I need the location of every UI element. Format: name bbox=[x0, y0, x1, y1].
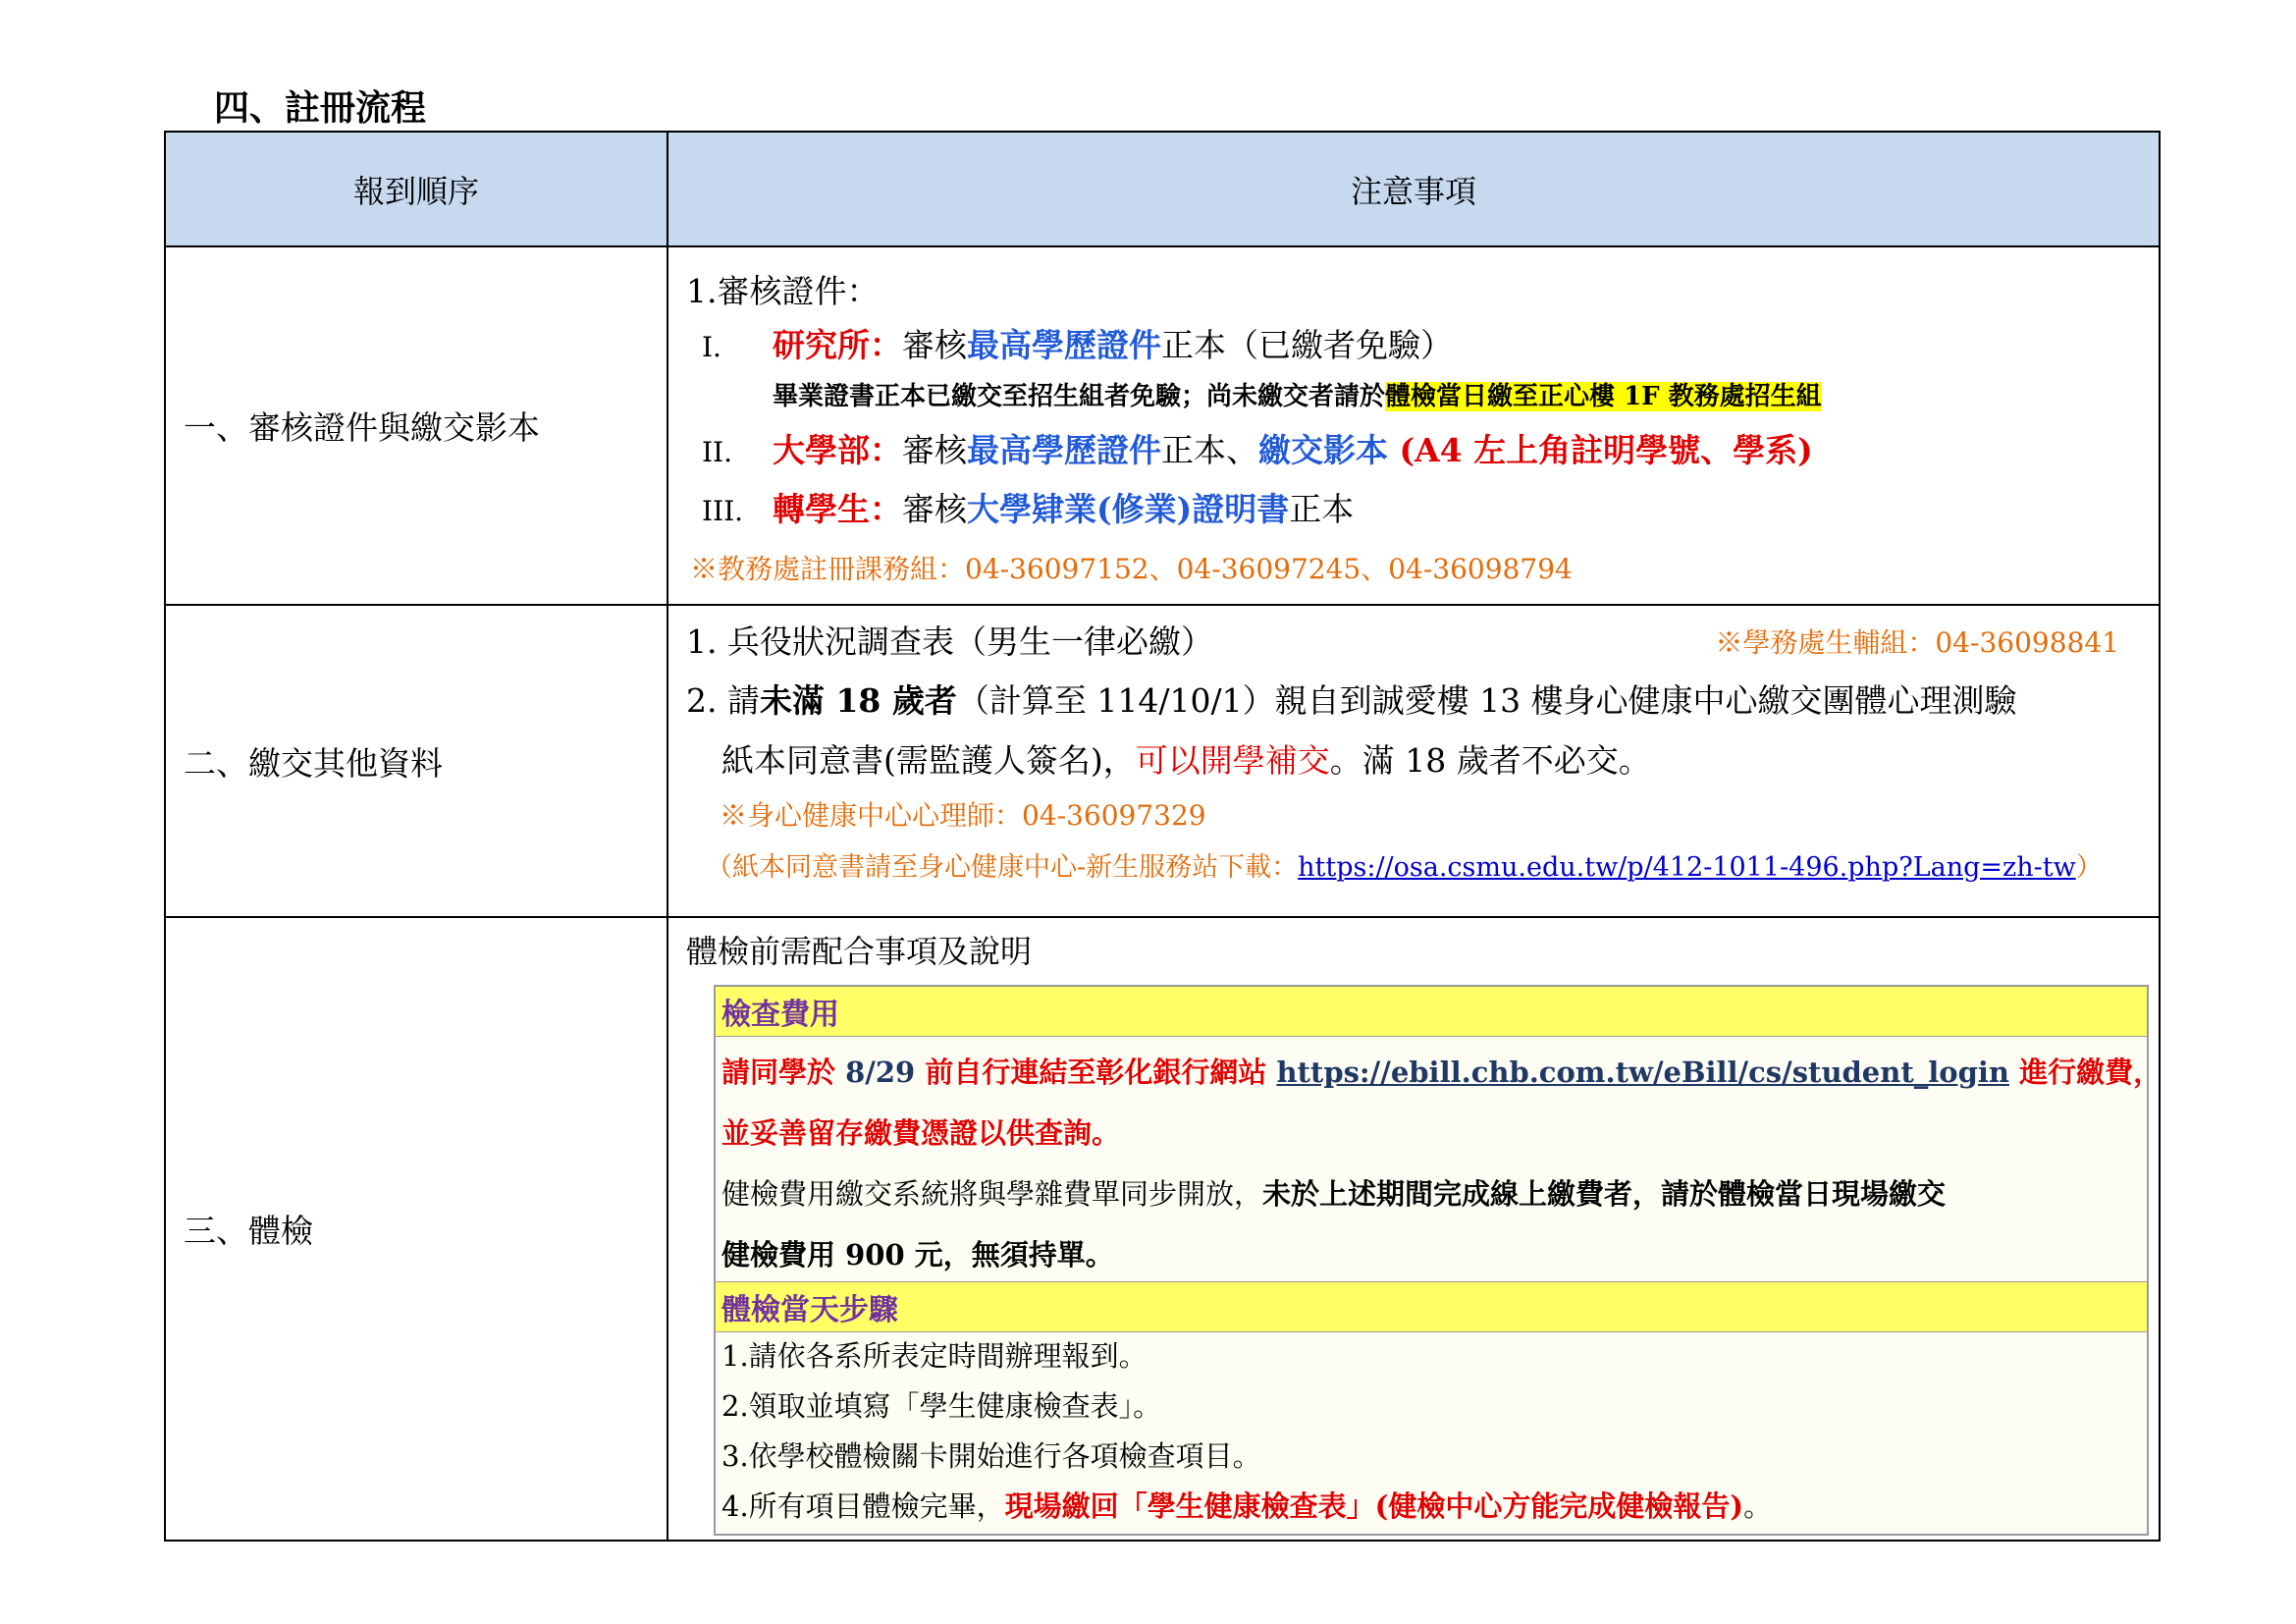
row1-content bbox=[667, 246, 2160, 605]
row2-item1: 1. 兵役狀況調查表（男生一律必繳） bbox=[686, 623, 1213, 661]
step-2: 2.領取並填寫「學生健康檢查表」。 bbox=[721, 1389, 1162, 1423]
fee-section-title: 檢查費用 bbox=[716, 987, 2147, 1037]
table-row bbox=[165, 605, 2160, 917]
row2-item2: 2. 請未滿 18 歲者（計算至 114/10/1）親自到誠愛樓 13 樓身心健康中心繳交團體心理測驗 bbox=[686, 681, 2017, 720]
fee-line3: 健檢費用繳交系統將與學雜費單同步開放，未於上述期間完成線上繳費者，請於體檢當日現場繳交 bbox=[721, 1177, 1947, 1211]
row2-content bbox=[667, 605, 2160, 917]
steps-section-body bbox=[716, 1332, 2147, 1533]
row2-contact1: ※學務處生輔組：04-36098841 bbox=[1715, 626, 2119, 659]
table-header-row bbox=[165, 132, 2160, 246]
header-order: 報到順序 bbox=[165, 132, 667, 246]
fee-line4: 健檢費用 900 元，無須持單。 bbox=[721, 1238, 1114, 1272]
registration-table bbox=[164, 131, 2161, 1542]
step-1: 1.請依各系所表定時間辦理報到。 bbox=[721, 1339, 1148, 1373]
row2-download: （紙本同意書請至身心健康中心-新生服務站下載：https://osa.csmu.edu.tw/p/412-1011-496.php?Lang=zh-tw） bbox=[706, 852, 2103, 883]
health-check-box bbox=[714, 985, 2163, 1536]
row1-note: 畢業證書正本已繳交至招生組者免驗；尚未繳交者請於體檢當日繳至正心樓 1F 教務處招生組 bbox=[773, 382, 1822, 411]
row1-item-i: I. 研究所：審核最高學歷證件正本（已繳者免驗） bbox=[702, 326, 1453, 364]
row3-intro: 體檢前需配合事項及說明 bbox=[686, 933, 1033, 970]
row3-label: 三、體檢 bbox=[165, 917, 667, 1541]
consent-form-link[interactable]: https://osa.csmu.edu.tw/p/412-1011-496.php?Lang=zh-tw bbox=[1298, 852, 2076, 883]
step-3: 3.依學校體檢關卡開始進行各項檢查項目。 bbox=[721, 1439, 1261, 1473]
bank-payment-link[interactable]: https://ebill.chb.com.tw/eBill/cs/student_login bbox=[1276, 1056, 2009, 1089]
row1-label: 一、審核證件與繳交影本 bbox=[165, 246, 667, 605]
table-row bbox=[165, 246, 2160, 605]
fee-line1: 請同學於 8/29 前自行連結至彰化銀行網站 https://ebill.chb.com.tw/eBill/cs/student_login 進行繳費， bbox=[721, 1056, 2163, 1089]
step-4: 4.所有項目體檢完畢，現場繳回「學生健康檢查表」(健檢中心方能完成健檢報告)。 bbox=[721, 1489, 1773, 1523]
row2-contact2: ※身心健康中心心理師：04-36097329 bbox=[720, 799, 1206, 832]
row1-contact: ※教務處註冊課務組：04-36097152、04-36097245、04-36098794 bbox=[690, 553, 1573, 585]
fee-line2: 並妥善留存繳費憑證以供查詢。 bbox=[721, 1116, 1121, 1150]
row2-label: 二、繳交其他資料 bbox=[165, 605, 667, 917]
steps-section-title: 體檢當天步驟 bbox=[716, 1282, 2147, 1332]
page-heading: 四、註冊流程 bbox=[214, 87, 427, 129]
row1-item-ii: II. 大學部：審核最高學歷證件正本、繳交影本 (A4 左上角註明學號、學系) bbox=[702, 431, 1813, 469]
fee-section-body bbox=[716, 1037, 2163, 1282]
row3-content bbox=[667, 917, 2163, 1541]
row1-title: 1.審核證件： bbox=[686, 272, 880, 310]
row1-item-iii: III. 轉學生：審核大學肄業(修業)證明書正本 bbox=[702, 490, 1355, 528]
header-notes: 注意事項 bbox=[667, 132, 2160, 246]
table-row bbox=[165, 917, 2160, 1541]
row2-item2-cont: 紙本同意書(需監護人簽名)，可以開學補交。滿 18 歲者不必交。 bbox=[721, 741, 1651, 780]
